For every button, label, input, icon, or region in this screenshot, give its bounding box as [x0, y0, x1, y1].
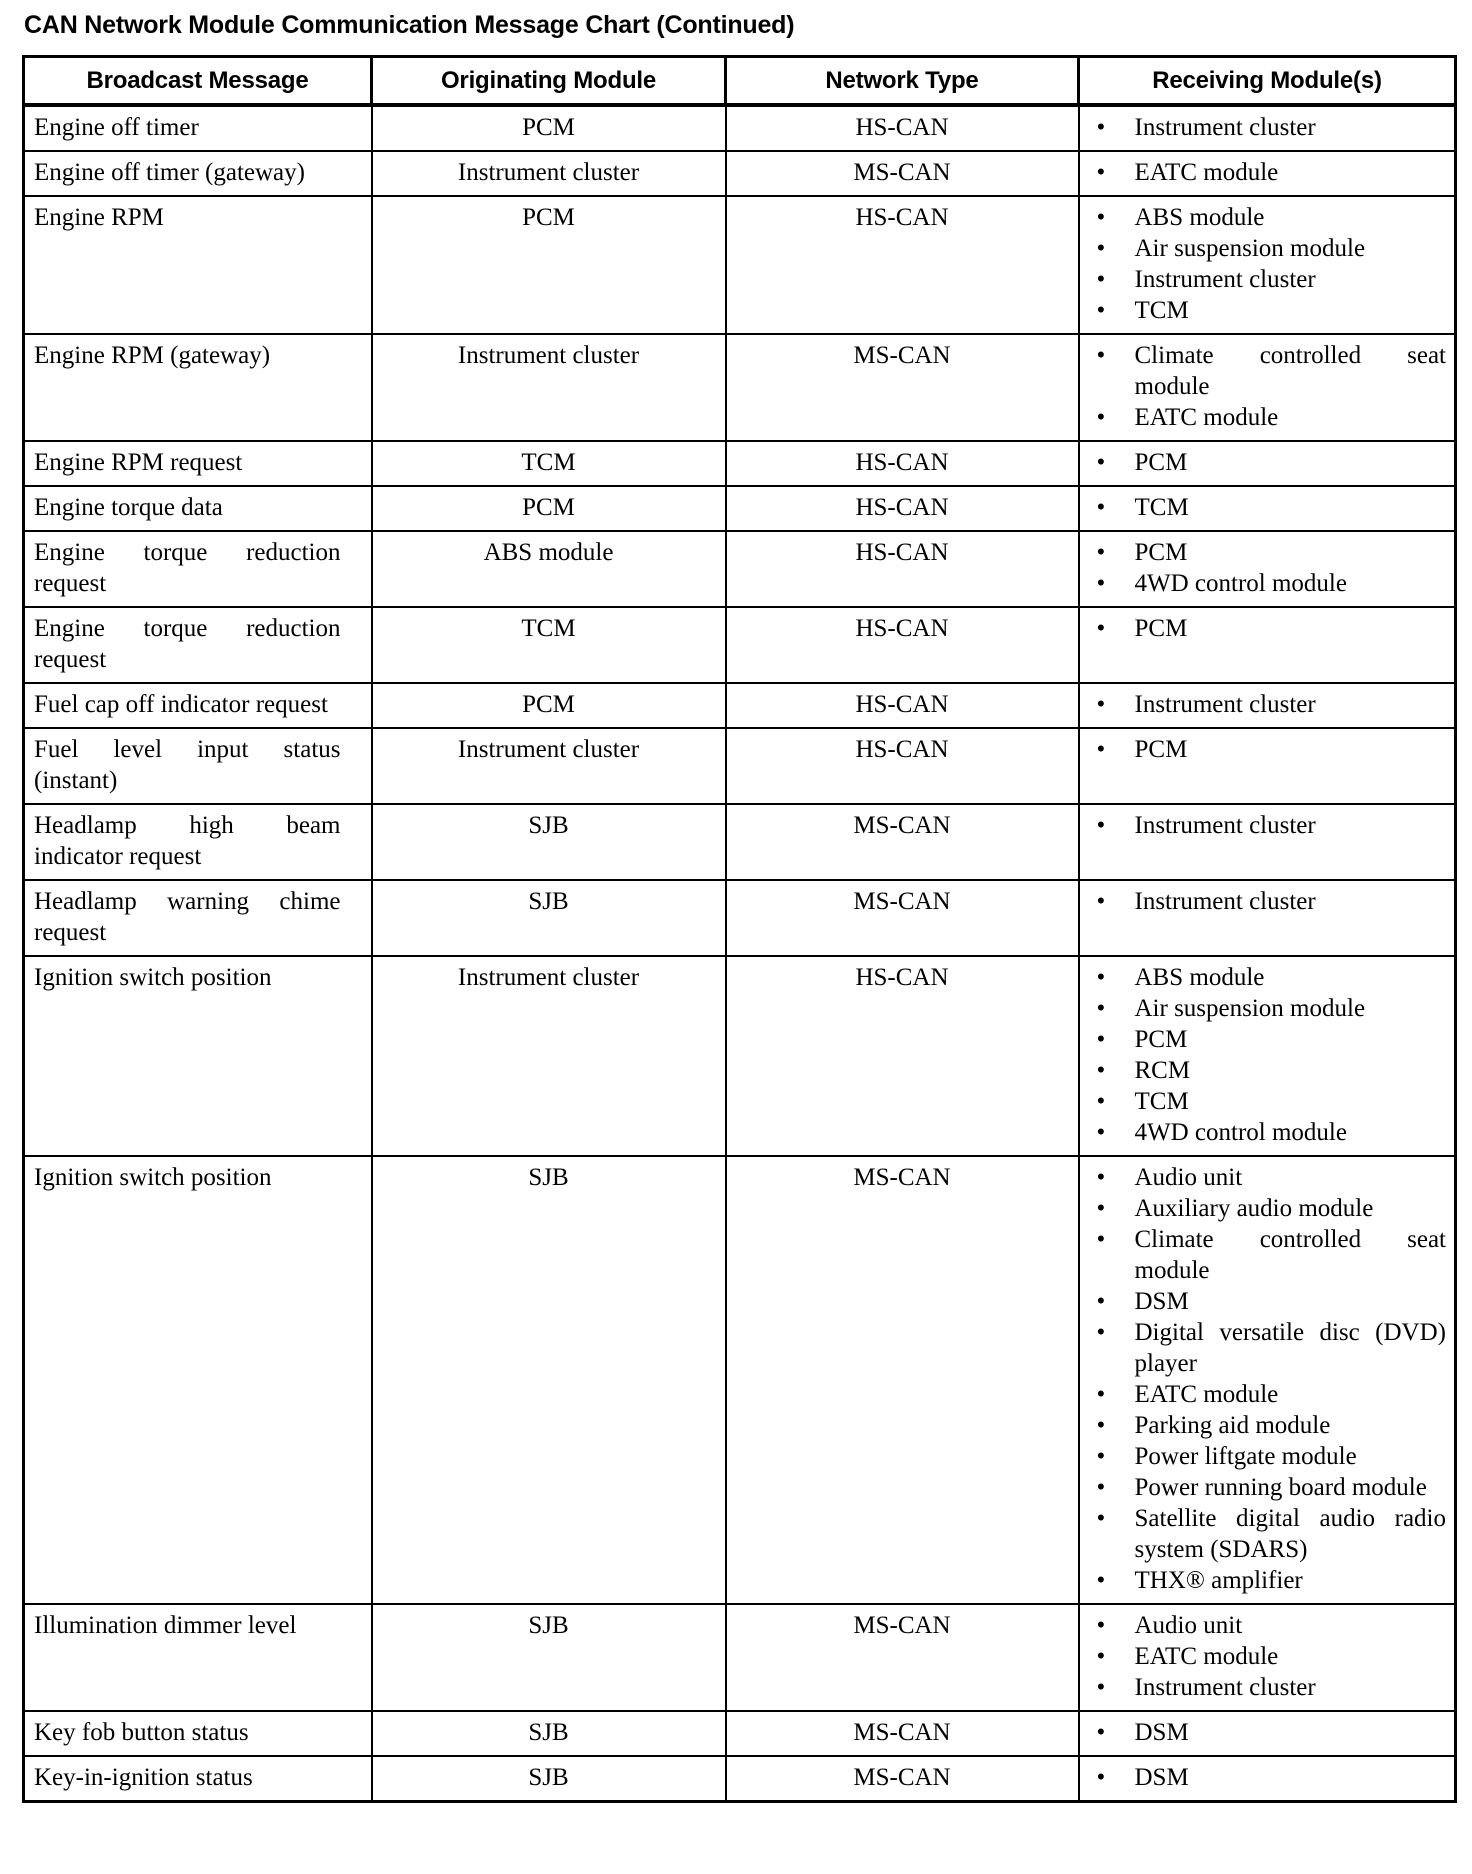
broadcast-message-cell: Headlamp high beam indicator request	[24, 804, 372, 880]
receiving-module-item	[1080, 1565, 1447, 1596]
network-type-cell: MS-CAN	[726, 804, 1079, 880]
receiving-module-item	[1080, 1410, 1447, 1441]
receiving-module-item	[1080, 202, 1447, 233]
receiving-modules-list	[1080, 810, 1447, 841]
receiving-module-label: Instrument cluster	[1134, 1674, 1316, 1701]
receiving-modules-list	[1080, 613, 1447, 644]
table-row	[24, 486, 1456, 531]
receiving-modules-list	[1080, 112, 1447, 143]
broadcast-message-cell: Engine RPM request	[24, 441, 372, 486]
table-row	[24, 531, 1456, 607]
broadcast-message-cell: Engine RPM (gateway)	[24, 334, 372, 441]
bullet-icon: •	[1096, 570, 1106, 597]
bullet-icon: •	[1096, 494, 1106, 521]
receiving-module-item	[1080, 537, 1447, 568]
bullet-icon: •	[1096, 964, 1106, 991]
bullet-icon: •	[1096, 1319, 1106, 1346]
bullet-icon: •	[1096, 1612, 1106, 1639]
column-header-receiving-modules: Receiving Module(s)	[1079, 57, 1456, 106]
receiving-module-item	[1080, 264, 1447, 295]
originating-module-cell: TCM	[372, 441, 726, 486]
bullet-icon: •	[1096, 114, 1106, 141]
receiving-modules-cell	[1079, 1604, 1456, 1711]
broadcast-message-cell: Key-in-ignition status	[24, 1756, 372, 1802]
receiving-module-item	[1080, 402, 1447, 433]
table-row	[24, 1756, 1456, 1802]
originating-module-cell: SJB	[372, 1711, 726, 1756]
receiving-module-label: EATC module	[1134, 404, 1279, 431]
receiving-modules-list	[1080, 492, 1447, 523]
receiving-module-label: 4WD control module	[1134, 1119, 1347, 1146]
bullet-icon: •	[1096, 1057, 1106, 1084]
receiving-module-label: DSM	[1134, 1764, 1189, 1791]
bullet-icon: •	[1096, 736, 1106, 763]
bullet-icon: •	[1096, 1674, 1106, 1701]
broadcast-message-cell: Ignition switch position	[24, 1156, 372, 1604]
broadcast-message-cell: Engine off timer (gateway)	[24, 151, 372, 196]
receiving-modules-list	[1080, 1717, 1447, 1748]
column-header-broadcast-message: Broadcast Message	[24, 57, 372, 106]
receiving-modules-cell	[1079, 441, 1456, 486]
receiving-modules-list	[1080, 689, 1447, 720]
receiving-modules-list	[1080, 157, 1447, 188]
receiving-module-label: Instrument cluster	[1134, 888, 1316, 915]
receiving-module-item	[1080, 734, 1447, 765]
bullet-icon: •	[1096, 1119, 1106, 1146]
bullet-icon: •	[1096, 266, 1106, 293]
receiving-module-label: PCM	[1134, 615, 1188, 642]
bullet-icon: •	[1096, 1643, 1106, 1670]
receiving-module-label: Auxiliary audio module	[1134, 1195, 1374, 1222]
bullet-icon: •	[1096, 1381, 1106, 1408]
receiving-modules-list	[1080, 1162, 1447, 1596]
receiving-modules-cell	[1079, 105, 1456, 151]
receiving-module-label: DSM	[1134, 1288, 1189, 1315]
bullet-icon: •	[1096, 159, 1106, 186]
receiving-module-label: EATC module	[1134, 1643, 1279, 1670]
receiving-module-label: Power liftgate module	[1134, 1443, 1357, 1470]
receiving-module-item	[1080, 1717, 1447, 1748]
table-row	[24, 804, 1456, 880]
receiving-modules-cell	[1079, 1756, 1456, 1802]
receiving-module-label: Climate controlled seat module	[1134, 1226, 1446, 1284]
can-message-table	[22, 55, 1457, 1803]
receiving-modules-cell	[1079, 151, 1456, 196]
network-type-cell: HS-CAN	[726, 105, 1079, 151]
receiving-module-label: EATC module	[1134, 159, 1279, 186]
receiving-modules-list	[1080, 537, 1447, 599]
broadcast-message-cell: Key fob button status	[24, 1711, 372, 1756]
receiving-module-label: TCM	[1134, 1088, 1189, 1115]
receiving-modules-list	[1080, 447, 1447, 478]
bullet-icon: •	[1096, 235, 1106, 262]
receiving-module-item	[1080, 810, 1447, 841]
receiving-modules-cell	[1079, 956, 1456, 1156]
network-type-cell: MS-CAN	[726, 1156, 1079, 1604]
receiving-module-label: Instrument cluster	[1134, 691, 1316, 718]
receiving-module-item	[1080, 157, 1447, 188]
table-row	[24, 1604, 1456, 1711]
originating-module-cell: TCM	[372, 607, 726, 683]
bullet-icon: •	[1096, 812, 1106, 839]
broadcast-message-cell: Fuel level input status (instant)	[24, 728, 372, 804]
network-type-cell: MS-CAN	[726, 151, 1079, 196]
receiving-module-label: Climate controlled seat module	[1134, 342, 1446, 400]
bullet-icon: •	[1096, 1288, 1106, 1315]
broadcast-message-cell: Engine torque reduction request	[24, 607, 372, 683]
bullet-icon: •	[1096, 1719, 1106, 1746]
receiving-modules-cell	[1079, 334, 1456, 441]
receiving-module-item	[1080, 1117, 1447, 1148]
originating-module-cell: Instrument cluster	[372, 334, 726, 441]
network-type-cell: HS-CAN	[726, 607, 1079, 683]
network-type-cell: MS-CAN	[726, 880, 1079, 956]
receiving-modules-cell	[1079, 880, 1456, 956]
bullet-icon: •	[1096, 1026, 1106, 1053]
table-body	[24, 105, 1456, 1802]
receiving-module-item	[1080, 886, 1447, 917]
table-header	[24, 57, 1456, 106]
receiving-module-item	[1080, 1086, 1447, 1117]
receiving-modules-list	[1080, 962, 1447, 1148]
broadcast-message-cell: Engine off timer	[24, 105, 372, 151]
broadcast-message-cell: Engine torque reduction request	[24, 531, 372, 607]
column-header-originating-module: Originating Module	[372, 57, 726, 106]
receiving-module-label: RCM	[1134, 1057, 1191, 1084]
receiving-modules-list	[1080, 886, 1447, 917]
broadcast-message-cell: Fuel cap off indicator request	[24, 683, 372, 728]
receiving-module-label: Parking aid module	[1134, 1412, 1331, 1439]
network-type-cell: HS-CAN	[726, 196, 1079, 334]
table-row	[24, 728, 1456, 804]
receiving-module-label: EATC module	[1134, 1381, 1279, 1408]
bullet-icon: •	[1096, 1164, 1106, 1191]
receiving-modules-list	[1080, 1610, 1447, 1703]
bullet-icon: •	[1096, 888, 1106, 915]
receiving-module-label: TCM	[1134, 494, 1189, 521]
receiving-module-label: ABS module	[1134, 204, 1265, 231]
broadcast-message-cell: Engine RPM	[24, 196, 372, 334]
table-row	[24, 1156, 1456, 1604]
receiving-module-label: PCM	[1134, 1026, 1188, 1053]
receiving-module-item	[1080, 1024, 1447, 1055]
receiving-modules-cell	[1079, 1711, 1456, 1756]
receiving-module-item	[1080, 1317, 1447, 1379]
originating-module-cell: SJB	[372, 880, 726, 956]
bullet-icon: •	[1096, 1567, 1106, 1594]
broadcast-message-cell: Illumination dimmer level	[24, 1604, 372, 1711]
originating-module-cell: PCM	[372, 486, 726, 531]
network-type-cell: HS-CAN	[726, 683, 1079, 728]
bullet-icon: •	[1096, 1195, 1106, 1222]
receiving-module-item	[1080, 1379, 1447, 1410]
receiving-module-label: Air suspension module	[1134, 995, 1366, 1022]
network-type-cell: HS-CAN	[726, 531, 1079, 607]
receiving-modules-cell	[1079, 531, 1456, 607]
receiving-module-label: Digital versatile disc (DVD) player	[1134, 1319, 1446, 1377]
bullet-icon: •	[1096, 995, 1106, 1022]
receiving-module-item	[1080, 613, 1447, 644]
bullet-icon: •	[1096, 1443, 1106, 1470]
receiving-modules-cell	[1079, 804, 1456, 880]
receiving-module-item	[1080, 689, 1447, 720]
bullet-icon: •	[1096, 1412, 1106, 1439]
receiving-module-item	[1080, 1055, 1447, 1086]
originating-module-cell: SJB	[372, 804, 726, 880]
receiving-module-item	[1080, 1641, 1447, 1672]
bullet-icon: •	[1096, 1088, 1106, 1115]
page-title: CAN Network Module Communication Message Chart (Continued)	[24, 11, 795, 39]
network-type-cell: MS-CAN	[726, 334, 1079, 441]
receiving-module-label: ABS module	[1134, 964, 1265, 991]
originating-module-cell: PCM	[372, 196, 726, 334]
table-row	[24, 880, 1456, 956]
originating-module-cell: SJB	[372, 1756, 726, 1802]
table-row	[24, 607, 1456, 683]
bullet-icon: •	[1096, 342, 1106, 369]
receiving-module-label: Audio unit	[1134, 1164, 1243, 1191]
receiving-modules-cell	[1079, 728, 1456, 804]
originating-module-cell: Instrument cluster	[372, 151, 726, 196]
table-row	[24, 334, 1456, 441]
receiving-module-label: PCM	[1134, 539, 1188, 566]
originating-module-cell: ABS module	[372, 531, 726, 607]
receiving-module-label: Satellite digital audio radio system (SDARS)	[1134, 1505, 1446, 1563]
receiving-module-label: Instrument cluster	[1134, 114, 1316, 141]
receiving-module-item	[1080, 295, 1447, 326]
receiving-modules-cell	[1079, 196, 1456, 334]
receiving-module-item	[1080, 568, 1447, 599]
network-type-cell: MS-CAN	[726, 1711, 1079, 1756]
receiving-modules-list	[1080, 202, 1447, 326]
table-row	[24, 683, 1456, 728]
bullet-icon: •	[1096, 615, 1106, 642]
table-row	[24, 196, 1456, 334]
receiving-module-item	[1080, 1672, 1447, 1703]
bullet-icon: •	[1096, 404, 1106, 431]
receiving-module-label: 4WD control module	[1134, 570, 1347, 597]
receiving-module-label: PCM	[1134, 736, 1188, 763]
network-type-cell: HS-CAN	[726, 956, 1079, 1156]
originating-module-cell: SJB	[372, 1604, 726, 1711]
bullet-icon: •	[1096, 204, 1106, 231]
broadcast-message-cell: Engine torque data	[24, 486, 372, 531]
table-row	[24, 441, 1456, 486]
receiving-modules-list	[1080, 1762, 1447, 1793]
receiving-module-item	[1080, 1503, 1447, 1565]
bullet-icon: •	[1096, 297, 1106, 324]
receiving-module-label: Power running board module	[1134, 1474, 1427, 1501]
originating-module-cell: PCM	[372, 105, 726, 151]
receiving-module-item	[1080, 1224, 1447, 1286]
receiving-module-label: TCM	[1134, 297, 1189, 324]
header-row	[24, 57, 1456, 106]
table-row	[24, 105, 1456, 151]
bullet-icon: •	[1096, 1505, 1106, 1532]
bullet-icon: •	[1096, 1226, 1106, 1253]
receiving-module-label: PCM	[1134, 449, 1188, 476]
receiving-module-item	[1080, 1472, 1447, 1503]
receiving-modules-cell	[1079, 683, 1456, 728]
receiving-module-label: Instrument cluster	[1134, 266, 1316, 293]
broadcast-message-cell: Headlamp warning chime request	[24, 880, 372, 956]
network-type-cell: MS-CAN	[726, 1756, 1079, 1802]
originating-module-cell: SJB	[372, 1156, 726, 1604]
receiving-modules-cell	[1079, 607, 1456, 683]
table-row	[24, 151, 1456, 196]
receiving-modules-cell	[1079, 486, 1456, 531]
table-row	[24, 956, 1456, 1156]
receiving-module-item	[1080, 962, 1447, 993]
bullet-icon: •	[1096, 691, 1106, 718]
originating-module-cell: PCM	[372, 683, 726, 728]
receiving-module-item	[1080, 1762, 1447, 1793]
receiving-module-item	[1080, 447, 1447, 478]
bullet-icon: •	[1096, 1764, 1106, 1791]
receiving-module-item	[1080, 1610, 1447, 1641]
originating-module-cell: Instrument cluster	[372, 956, 726, 1156]
receiving-module-item	[1080, 1286, 1447, 1317]
receiving-module-label: Instrument cluster	[1134, 812, 1316, 839]
receiving-module-label: Audio unit	[1134, 1612, 1243, 1639]
receiving-module-item	[1080, 993, 1447, 1024]
receiving-module-label: THX® amplifier	[1134, 1567, 1303, 1594]
bullet-icon: •	[1096, 1474, 1106, 1501]
network-type-cell: HS-CAN	[726, 728, 1079, 804]
network-type-cell: HS-CAN	[726, 486, 1079, 531]
network-type-cell: HS-CAN	[726, 441, 1079, 486]
receiving-module-item	[1080, 492, 1447, 523]
bullet-icon: •	[1096, 539, 1106, 566]
column-header-network-type: Network Type	[726, 57, 1079, 106]
broadcast-message-cell: Ignition switch position	[24, 956, 372, 1156]
receiving-module-item	[1080, 233, 1447, 264]
receiving-module-label: Air suspension module	[1134, 235, 1366, 262]
receiving-modules-cell	[1079, 1156, 1456, 1604]
receiving-module-item	[1080, 1441, 1447, 1472]
bullet-icon: •	[1096, 449, 1106, 476]
receiving-modules-list	[1080, 734, 1447, 765]
receiving-module-label: DSM	[1134, 1719, 1189, 1746]
table-row	[24, 1711, 1456, 1756]
network-type-cell: MS-CAN	[726, 1604, 1079, 1711]
receiving-module-item	[1080, 1193, 1447, 1224]
receiving-module-item	[1080, 340, 1447, 402]
receiving-module-item	[1080, 112, 1447, 143]
originating-module-cell: Instrument cluster	[372, 728, 726, 804]
receiving-module-item	[1080, 1162, 1447, 1193]
receiving-modules-list	[1080, 340, 1447, 433]
